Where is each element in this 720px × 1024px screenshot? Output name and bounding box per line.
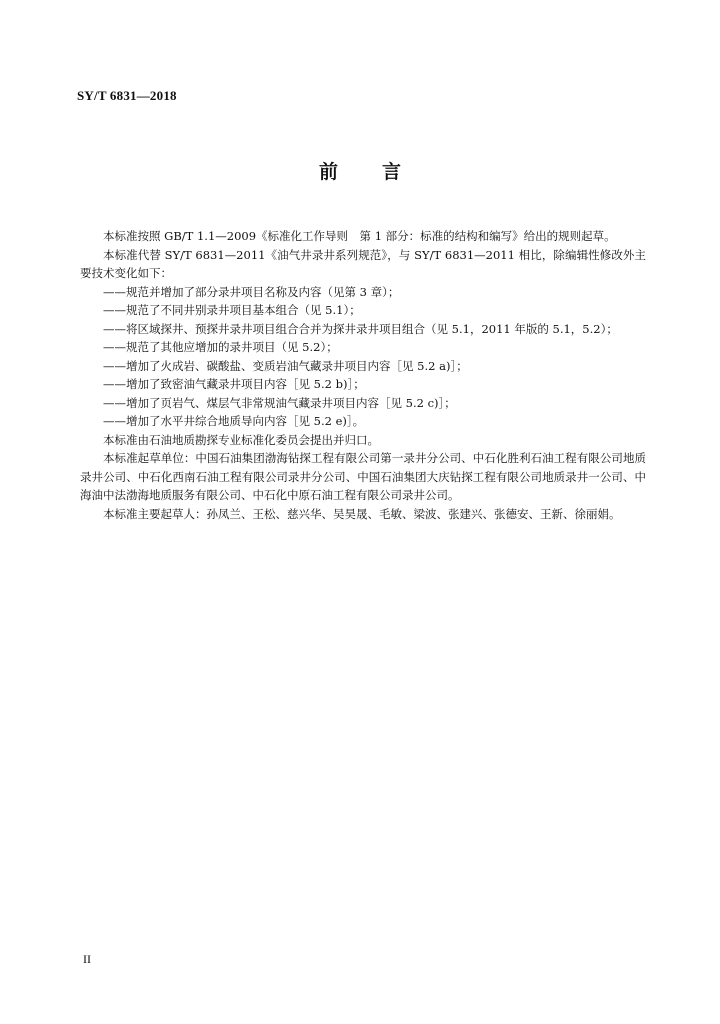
page-number: II <box>83 952 91 966</box>
list-item: ——规范了不同井别录井项目基本组合（见 5.1）； <box>103 303 361 317</box>
list-item: ——增加了页岩气、煤层气非常规油气藏录井项目内容［见 5.2 c)］； <box>103 395 456 410</box>
paragraph-replacement: 本标准代替 SY/T 6831—2011《油气井录井系列规范》，与 SY/T 6831—2011 相比，除编辑性修改外主要技术变化如下： <box>80 247 646 280</box>
paragraph-drafters: 本标准主要起草人：孙凤兰、王松、慈兴华、吴昊晟、毛敏、梁波、张建兴、张德安、王新、徐丽娟。 <box>103 506 621 521</box>
list-item: ——规范并增加了部分录井项目名称及内容（见第 3 章）； <box>103 284 400 299</box>
paragraph-drafting-rules: 本标准按照 GB/T 1.1—2009《标准化工作导则 第 1 部分：标准的结构和编写》给出的规则起草。 <box>103 229 616 243</box>
paragraph-proposer: 本标准由石油地质勘探专业标准化委员会提出并归口。 <box>103 432 379 447</box>
list-item: ——增加了致密油气藏录井项目内容［见 5.2 b)］； <box>103 377 365 391</box>
paragraph-drafting-units: 本标准起草单位：中国石油集团渤海钻探工程有限公司第一录井分公司、中石化胜利石油工程有限公司地质录井公司、中石化西南石油工程有限公司录井分公司、中国石油集团大庆钻探工程有限公司地质录井一公司、中海油中法渤海地质服务有限公司、中石化中原石油工程有限公司录井公司。 <box>80 451 646 502</box>
list-item: ——规范了其他应增加的录井项目（见 5.2）； <box>103 340 338 354</box>
changes-list <box>80 283 646 431</box>
standard-code: SY/T 6831—2018 <box>77 88 177 103</box>
section-title: 前言 <box>318 161 445 183</box>
list-item: ——将区域探井、预探井录井项目组合合并为探井录井项目组合（见 5.1，2011 年版的 5.1，5.2）； <box>103 321 618 336</box>
list-item: ——增加了水平井综合地质导向内容［见 5.2 e)］。 <box>103 414 365 428</box>
list-item: ——增加了火成岩、碳酸盐、变质岩油气藏录井项目内容［见 5.2 a)］； <box>103 358 468 373</box>
document-body <box>80 227 646 523</box>
